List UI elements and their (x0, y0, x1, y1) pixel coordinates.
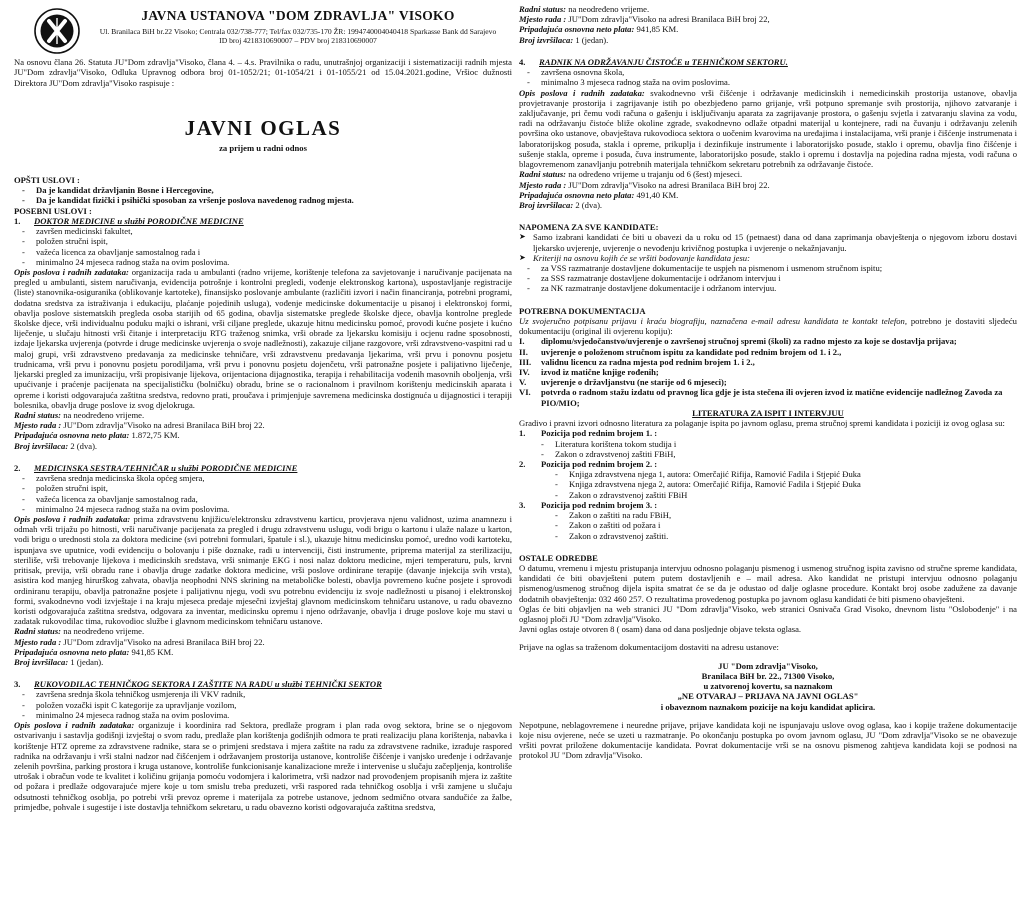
literature-item: - Zakon o zaštiti na radu FBiH, (569, 510, 1017, 520)
position-3-duties (14, 720, 512, 812)
position-4-place (519, 180, 1017, 190)
documents-intro (519, 316, 1017, 336)
criteria-list (519, 263, 1017, 294)
group-number: 3. (519, 499, 526, 510)
requirement-item: - završena srednja medicinska škola općeg smjera, (36, 473, 512, 483)
position-number: 2. (14, 462, 21, 473)
intro-paragraph: Na osnovu člana 26. Statuta JU"Dom zdravlja"Visoko, člana 4. – 4.s. Pravilnika o radu, unutrašnjoj organizaciji i sistematizaciji radnih mjesta JU"Dom zdravlja"Visoko, Odluka Upravnog odbora broj 01-1052/21; 01-1054/21 i 01-1055/21 od 15.04.2021.godine, Vršioc dužnosti Direktora JU"Dom zdravlja"Visoko raspisuje : (14, 57, 512, 88)
position-4-title (519, 57, 1017, 67)
position-3-title (14, 679, 512, 689)
general-conditions-heading: OPŠTI USLOVI : (14, 174, 80, 185)
position-1-count (14, 441, 512, 451)
criteria-item: - za SSS razmatranje dostavljene dokumentacije i održanom intervjuu i (541, 273, 1017, 283)
group-title: Pozicija pod rednim brojem 2. : (541, 458, 658, 469)
salary-value: 1.872,75 KM. (131, 430, 180, 441)
status-label: Radni status: (14, 626, 62, 637)
document-text: izvod iz matične knjige rođenih; (541, 367, 659, 377)
literature-list (519, 439, 1017, 459)
count-label: Broj izvršilaca: (519, 34, 574, 45)
general-condition: - Da je kandidat fizički i psihički sposoban za vršenje poslova navedenog radnog mjesta. (36, 195, 512, 205)
position-2-duties (14, 514, 512, 626)
count-value: 1 (jedan). (70, 657, 104, 668)
group-title: Pozicija pod rednim brojem 3. : (541, 499, 658, 510)
letterhead (84, 8, 512, 45)
duties-text: organizuje i koordinira rad Sektora, predlaže program i plan rada ovog sektora, brine se o njegovom ostvarivanju i sastavlja godišnji izvještaj o svom radu, predlaže plan korištenja godišnjih odmora te prati realizaciju plana korištenja, nabavka i korištenje HTZ opreme za zdravstvene radnike, stara se o primjeni sredstava i mjera zaštite na radu za zdravstvene radnike, izrađuje raspored radnika na održavanju i vrši stalni nadzor nad čišćenjem i održavanjem prostorija ustanove, kontroliše čišćenje i vanjsko uređenje i održavanje zelenih površina, parking prostora i kruga ustanove, kontroliše funkcionisanje kanalizacione mreže i intervenise u slučaju začepljenja, kontroliše utrošak i obračun vode te kvalitet i količinu grijanja pomoću vodomjera i kalorimetra, vrši nadzor nad provođenjem propisanih mjera iz zaštite od požara i predlaže odgovarajuće mjere koje u tom smislu treba preduzeti, vrši raspored rada tehničkog osoblja i vrši zamjene u slučaju odsutnosti tehničkog osoblja, po potrebi vrši prevoz opreme i materijala za potrebe ustanove, jednom sedmično otvara sandučiće za žalbe, primjedbe, pohvale i sugestije i iste dostavlja tehničkom sekretaru, u radu obavezno koristi odgovarajuća zaštitna sredstva, (14, 720, 513, 812)
arrow-bullet-icon: ➤ (519, 252, 526, 262)
literature-intro: Gradivo i pravni izvori odnosno literatura za polaganje ispita po javnom oglasu, prema stručnoj spremi kandidata i poziciji iz ovog oglasa su: (519, 418, 1005, 429)
address-line: u zatvorenoj kovertu, sa naznakom (703, 681, 833, 692)
duties-text: svakodnevno vrši čišćenje i održavanje medicinskih i nemedicinskih prostorija ustanove, obavlja provjetravanje prostorija i zagrijavanje istih po obezbjeđeno parno grijanje, vrši potpuno spremanje svih prostorija, njihovo zatvaranje i zaključavanje, pri čemu vodi računa o gašenju i isključivanju aparata za zagrijavanje prostora, o gašenju svjetla i zatvaranju slavina za vodu, radi na održavanju čistoće bliže okoline zgrade, svakodnevno odlaže otpadni materijal u kontejnere, radi na čuvanju i održavanju zelenih površina oko ustanove, obavještava rukovodioca sektora o uočenim kvarovima na uređajima i instalacijama, vrši pranje i čišćenje instrumenata i laboratorijskog posuđa, stakla i opreme, prikuplja i dezinfikuje instrumente i laboratorijsko posuđe, staklo i opremu, obavlja fino čišćenje i sušenje stakla, opreme i posuđa, čuva instrumente, laboratorijsko posuđe, staklo i opremu i dostavlja na pojedina radna mjesta, vodi računa o blagovremenom zanavljanju potrebnih materijala tehničkom sekretaru potrebnih za održavanje čistoće. (519, 87, 1017, 170)
criteria-item: - za VSS razmatranje dostavljene dokumentacije te uspjeh na pismenom i usmenom stručnom ispitu; (541, 263, 1017, 273)
count-label: Broj izvršilaca: (14, 440, 69, 451)
literature-group-title (519, 500, 1017, 510)
position-1-title (14, 216, 512, 226)
count-value: 2 (dva). (70, 440, 98, 451)
salary-value: 491,40 KM. (636, 189, 679, 200)
duties-label: Opis poslova i radnih zadataka: (14, 513, 131, 524)
group-number: 2. (519, 458, 526, 469)
group-title: Pozicija pod rednim brojem 1. : (541, 428, 658, 439)
position-2-title (14, 463, 512, 473)
documents-intro-a: Uz svojeručno potpisanu prijavu i kraću biografiju, naznačena e-mail adresu kandidata te kontakt telefon, (519, 315, 907, 326)
org-id: ID broj 4218310690007 – PDV broj 218310690007 (219, 36, 377, 46)
position-1-status (14, 410, 512, 420)
document-text: diplomu/svjedočanstvo/uvjerenje o završenoj stručnoj spremi (školi) za radno mjesto za koje se dostavlja prijava; (541, 336, 957, 347)
position-2-salary (14, 647, 512, 657)
salary-label: Pripadajuća osnovna neto plata: (519, 189, 635, 200)
footer-paragraph: Nepotpune, neblagovremene i neuredne prijave, prijave kandidata koji ne ispunjavaju uslove ovog oglasa, kao i kopije tražene dokumentacije koje nisu ovjerene, neće se uzeti u razmatranje. Po okončanju postupka po ovom javnom oglasu, JU "Dom zdravlja"Visoko se ne obavezuje vršiti povrat priložene dokumentacije kandidata. Povrat dokumentacije vrši se na osnovu pismenog zahtjeva kandidata koji se podnosi na protokol JU "Dom zdravlja"Visoko. (519, 719, 1017, 761)
status-value: na neodređeno vrijeme. (63, 626, 145, 637)
document-text: uvjerenje o položenom stručnom ispitu za kandidate pod rednim brojem od 1. i 2., (541, 346, 842, 357)
place-label: Mjesto rada : (14, 420, 62, 431)
literature-item: - Zakon o zdravstvenoj zaštiti FBiH (569, 490, 1017, 500)
requirement-item: - minimalno 3 mjeseca radnog staža na ovim poslovima. (541, 77, 1017, 87)
note-item (519, 253, 1017, 263)
literature-item: - Zakon o zdravstvenoj zaštiti FBiH, (555, 449, 1017, 459)
address-line: i obaveznom naznakom pozicije na koju kandidat aplicira. (660, 701, 876, 712)
requirement-item: - važeća licenca za obavljanje samostalnog rada, (36, 494, 512, 504)
position-2-requirements (14, 473, 512, 514)
org-name: JAVNA USTANOVA "DOM ZDRAVLJA" VISOKO (141, 8, 455, 23)
position-name: RUKOVODILAC TEHNIČKOG SEKTORA I ZAŠTITE NA RADU u službi TEHNIČKI SEKTOR (34, 679, 382, 690)
other-provisions-p4: Prijave na oglas sa traženom dokumentacijom dostaviti na adresu ustanove: (519, 642, 779, 653)
position-number: 4. (519, 56, 526, 67)
position-4-salary (519, 190, 1017, 200)
count-value: 1 (jedan). (575, 34, 609, 45)
position-name: MEDICINSKA SESTRA/TEHNIČAR u službi PORODIČNE MEDICINE (34, 462, 298, 473)
literature-group-title (519, 428, 1017, 438)
position-3-salary (519, 24, 1017, 34)
criteria-item: - za NK razmatranje dostavljene dokumentacije i održanom intervjuu. (541, 283, 1017, 293)
position-4-duties (519, 88, 1017, 170)
special-conditions-heading: POSEBNI USLOVI : (14, 205, 92, 216)
note-heading: NAPOMENA ZA SVE KANDIDATE: (519, 222, 659, 233)
other-provisions-heading: OSTALE ODREDBE (519, 552, 598, 563)
count-value: 2 (dva). (575, 199, 603, 210)
document-item (519, 377, 1017, 387)
document-item (519, 367, 1017, 377)
note-item (519, 232, 1017, 252)
document-title: JAVNI OGLAS (184, 115, 342, 140)
documents-heading: POTREBNA DOKUMENTACIJA (519, 305, 646, 316)
literature-group-title (519, 459, 1017, 469)
duties-label: Opis poslova i radnih zadataka: (519, 87, 645, 98)
duties-label: Opis poslova i radnih zadataka: (14, 266, 129, 277)
literature-list (519, 469, 1017, 500)
address-line: Branilaca BiH br. 22., 71300 Visoko, (701, 670, 835, 681)
document-item (519, 357, 1017, 367)
status-value: na neodređeno vrijeme. (63, 410, 145, 421)
other-provisions-p3: Javni oglas ostaje otvoren 8 ( osam) dana od dana posljednje objave teksta oglasa. (519, 624, 802, 635)
salary-label: Pripadajuća osnovna neto plata: (519, 24, 635, 35)
literature-item: - Zakon o zaštiti od požara i (569, 520, 1017, 530)
submission-address-block (519, 661, 1017, 712)
position-name: DOKTOR MEDICINE u službi PORODIČNE MEDICINE (34, 215, 244, 226)
place-value: JU"Dom zdravlja"Visoko na adresi Branilaca BiH broj 22, (568, 14, 770, 25)
document-number: II. (519, 346, 528, 357)
requirement-item: - položen stručni ispit, (36, 483, 512, 493)
literature-heading: LITERATURA ZA ISPIT I INTERVJUU (692, 407, 844, 418)
place-value: JU"Dom zdravlja"Visoko na adresi Branilaca BiH broj 22. (63, 420, 265, 431)
document-number: III. (519, 356, 532, 367)
general-condition: - Da je kandidat državljanin Bosne i Hercegovine, (36, 185, 512, 195)
count-label: Broj izvršilaca: (14, 657, 69, 668)
general-conditions-list (14, 185, 512, 205)
place-label: Mjesto rada : (14, 636, 62, 647)
literature-list (519, 510, 1017, 541)
duties-text: organizacija rada u ambulanti (radno vrijeme, korištenje telefona za savjetovanje i naručivanje pacijenata na pregled u ambulanti, sistem naručivanja, evidencija potrošnje i kontrolni pregledi, vođenje elektronskog kartona), uspostavljanje registracije (liste) stanovnika-osiguranika (oblikovanje kartoteke), finansijsko poslovanje ambulante (različiti izvori i način financiranja, potrebni programi, dodatna sredstva za istraživanja i edukaciju, plaćanje pojedinih usluga), vođenje medicinske dokumentacije u pisanoj i elektronskoj formi, obavlja poslove sistematskih pregleda osoba starijih od 65 godina, obavlja sistematske preglede školske djece, obavlja kontrolne preglede školske djece, vrši individualnu poduku majki o ishrani, vrši ciljane preglede, ukazuje hitnu medicinsku pomoć, provodi kućne posjete i kućno liječenje, u slučaju hitnosti vrši čitanje i interpretaciju RTG traženog snimka, vrši obrade za ljekarsku komisiju i ocjenu radne sposobnosti, izdaje ljekarska uvjerenja (potvrde i druge medicinske uvjerenja o svoje nadležnosti), zakazuje ciljane razgovore, vrši zdravstveno-vaspitni rad u maloj grupi, vrši zdravstveno predavanja za medicinske tehničare, vrši zdravstvenu predavanja ljekarima, vrši prvu i ponovnu posjetu trudnicama, vrši prvu i ponovnu posjetu porodiljama, vrši prvu i ponovnu posjetu dojenčetu, vrši patronažne posjete i palijativno liječenje, ljekarski pregled za imunizaciju, vrši propisivanje lijekova, orijentaciona dijagnostika, terapija i rehabilitacija vođenih masovnih oboljenja, vrši upućivanje i praćenje pacijenata na specijalističku (bolničku) obradu, brine se o racionalnom i pravilnom korištenju medicinskih aparata i opreme i koristi odgovarajuća zaštitna sredstva, redovno prati, proučava i primjenjuje savremena medicinska dostignuća u dijagnostici i terapiji bolesnika, obavlja druge poslove iz svog djelokruga. (14, 266, 513, 410)
position-4-status (519, 169, 1017, 179)
documents-intro-b: potrebno je dostaviti sljedeću dokumentaciju (original ili ovjerenu kopiju): (519, 315, 1017, 337)
requirement-item: - završena srednja škola tehničkog usmjerenja ili VKV radnik, (36, 689, 512, 699)
right-column (519, 0, 1017, 761)
position-4-count (519, 200, 1017, 210)
document-item (519, 387, 1017, 407)
position-3-requirements (14, 689, 512, 720)
left-column (14, 0, 512, 812)
requirement-item: - minimalno 24 mjeseca radnog staža na ovim poslovima. (36, 257, 512, 267)
duties-label: Opis poslova i radnih zadataka: (14, 720, 135, 731)
document-number: VI. (519, 387, 531, 398)
document-number: IV. (519, 367, 530, 377)
document-text: uvjerenje o državljanstvu (ne starije od 6 mjeseci); (541, 377, 727, 388)
requirement-item: - završena osnovna škola, (541, 67, 1017, 77)
other-provisions-p2: Oglas će biti objavljen na web stranici JU "Dom zdravlja"Visoko, web stranici Osnivača Grad Visoko, dnevnom listu "Oslobođenje" i na oglasnoj ploči JU "Dom zdravlja"Visoko. (519, 603, 1017, 625)
org-address: Ul. Branilaca BiH br.22 Visoko; Centrala 032/738-777; Tel/fax 032/735-170 ŽR: 1994740004040418 Sparkasse Bank dd Sarajevo (99, 27, 497, 37)
salary-value: 941,85 KM. (131, 646, 174, 657)
salary-label: Pripadajuća osnovna neto plata: (14, 646, 130, 657)
literature-item: - Knjiga zdravstvena njega 1, autora: Omerčajić Rifija, Ramović Fadila i Stjepić Đuka (569, 469, 1017, 479)
document-text: validnu licencu za radna mjesta pod rednim brojem 1. i 2., (541, 356, 755, 367)
position-name: RADNIK NA ODRŽAVANJU ČISTOĆE u TEHNIČKOM SEKTORU. (539, 56, 788, 67)
literature-item: - Zakon o zdravstvenoj zaštiti. (569, 531, 1017, 541)
count-label: Broj izvršilaca: (519, 199, 574, 210)
note-text: Samo izabrani kandidati će biti u obavezi da u roku od 15 (petnaest) dana od dana zaprimanja obavještenja o njegovom izboru dostavi ljekarsko uvjerenje, uvjerenje o nevođenju krivičnog postupka i uvjerenje o nekažnjavanju. (533, 232, 1017, 253)
address-line: JU "Dom zdravlja"Visoko, (718, 660, 818, 671)
position-3-count (519, 35, 1017, 45)
salary-label: Pripadajuća osnovna neto plata: (14, 430, 130, 441)
position-2-status (14, 626, 512, 636)
position-3-place (519, 14, 1017, 24)
document-number: V. (519, 377, 527, 388)
position-1-duties (14, 267, 512, 410)
position-4-requirements (519, 67, 1017, 87)
requirement-item: - minimalno 24 mjeseca radnog staža na ovim poslovima. (36, 710, 512, 720)
position-1-place (14, 420, 512, 430)
salary-value: 941,85 KM. (636, 24, 679, 35)
literature-item: - Knjiga zdravstvena njega 2, autora: Omerčajić Rifija, Ramović Fadila i Stjepić Đuka (569, 479, 1017, 489)
requirement-item: - važeća licenca za obavljanje samostalnog rada i (36, 247, 512, 257)
document-item (519, 347, 1017, 357)
arrow-bullet-icon: ➤ (519, 232, 526, 242)
place-value: JU"Dom zdravlja"Visoko na adresi Branilaca BiH broj 22. (63, 636, 265, 647)
status-value: na određeno vrijeme u trajanju od 6 (šest) mjeseci. (568, 169, 743, 180)
document-number: I. (519, 336, 525, 347)
requirement-item: - položen vozački ispit C kategorije za upravljanje vozilom, (36, 700, 512, 710)
position-1-salary (14, 430, 512, 440)
requirement-item: - minimalno 24 mjeseca radnog staža na ovim poslovima. (36, 504, 512, 514)
position-number: 3. (14, 679, 21, 690)
institution-logo (34, 8, 80, 54)
address-line: „NE OTVARAJ – PRIJAVA NA JAVNI OGLAS" (677, 691, 859, 702)
place-label: Mjesto rada : (519, 14, 567, 25)
position-3-status (519, 4, 1017, 14)
requirement-item: - položen stručni ispit, (36, 236, 512, 246)
status-label: Radni status: (14, 410, 62, 421)
literature-item: - Literatura korištena tokom studija i (555, 439, 1017, 449)
duties-text: prima zdravstvenu knjižicu/elektronsku zdravstvenu karticu, provjerava njenu validnost, uzima anamnezu i odmah vrši trijažu po hitnosti, vrši naručivanje pacijenata za pregled i drugu zdravstvenu uslugu, vodi brigu o kartonu i ulaže nalaze u karton, vodi brigu o urednosti stola za doktora medicine (svi potrebni formulari, špatule i sl.), ukazuje hitnu medicinsku pomoć, uredno vodi kartoteku, ispunjava sve uputnice, vodi evidenciju o bolovanju i piše doznake, radi u intervenciji, čisti instrumente, pripremа materijal za sterilizaciju, steriliše, vrši trebovanje lijekova i medicinskih sredstava, vrši snimanje EKG i nosi nalaz doktoru medicine, mjeri temperaturu, puls, krvni pritisak, previja, vrši obradu rane i obavlja druge zadatke doktora medicine, vrši poslove ordiniranе terapije (davanje injekcija svih vrsta), asistira kod manjeg hirurškog zahvata, obavlja neophodni NNS skrining na metaboličke bolesti, obavlja povremeno kućne posjete i sprovodi ordiniranu terapiju, obavlja patronažne posjete i palijativnu njegu, vodi svu potrebnu evidenciju iz svoje nadležnosti u pisanoj i elektronskoj formi, svakodnevno vodi izvještaje i na kraju mjeseca predaje mjesečni izvještaj glavnom medicinskom tehničaru ustanove, u radu obavezno koristi odgovarajuća zaštitna sredstva, odgovara za inventar, medicinsku opremu i njeno održavanje, obavlja i druge poslove koje mu stavi u zadatak rukovodilac tima, rukovodioc službe i glavnom medicinskom tehničaru ustanove. (14, 513, 513, 627)
document-item (519, 336, 1017, 346)
document-subtitle: za prijem u radni odnos (219, 142, 307, 153)
status-value: na neodređeno vrijeme. (568, 4, 650, 14)
position-1-requirements (14, 226, 512, 267)
document-text: potvrda o radnom stažu izdatu od pravnog lica gdje je ista stečena ili ovjeren izvod iz matične evidencije nadležnog Zavoda za PIO/MIO; (541, 387, 1003, 408)
place-value: JU"Dom zdravlja"Visoko na adresi Branilaca BiH broj 22. (568, 179, 770, 190)
position-2-place (14, 637, 512, 647)
other-provisions-p1: O datumu, vremenu i mjestu pristupanja intervjuu odnosno polaganju pismenog i usmenog stručnog ispita zavisno od stručne spreme kandidata, kandidati će biti obavješteni putem putem dostavljenih e – mail adresa. Ako kandidat ne pristupi intervjuu odnosno polaganju pismenog/usmenog stručnog dijela ispita smatrat će se da je odustao od dalje oglasne procedure. Kontakt broj osobe zadužene za davanje dodatnih obavještenja: 032 460 257. O rezultatima provedenog postupka po javnom oglasu kandidati će biti pismeno obavješteni. (519, 562, 1017, 604)
requirement-item: - završen medicinski fakultet, (36, 226, 512, 236)
place-label: Mjesto rada : (519, 179, 567, 190)
status-label: Radni status: (519, 169, 567, 180)
group-number: 1. (519, 428, 526, 439)
note-text: Kriteriji na osnovu kojih će se vršiti bodovanje kandidata jesu: (533, 252, 750, 263)
status-label: Radni status: (519, 4, 567, 14)
position-2-count (14, 657, 512, 667)
position-number: 1. (14, 215, 21, 226)
